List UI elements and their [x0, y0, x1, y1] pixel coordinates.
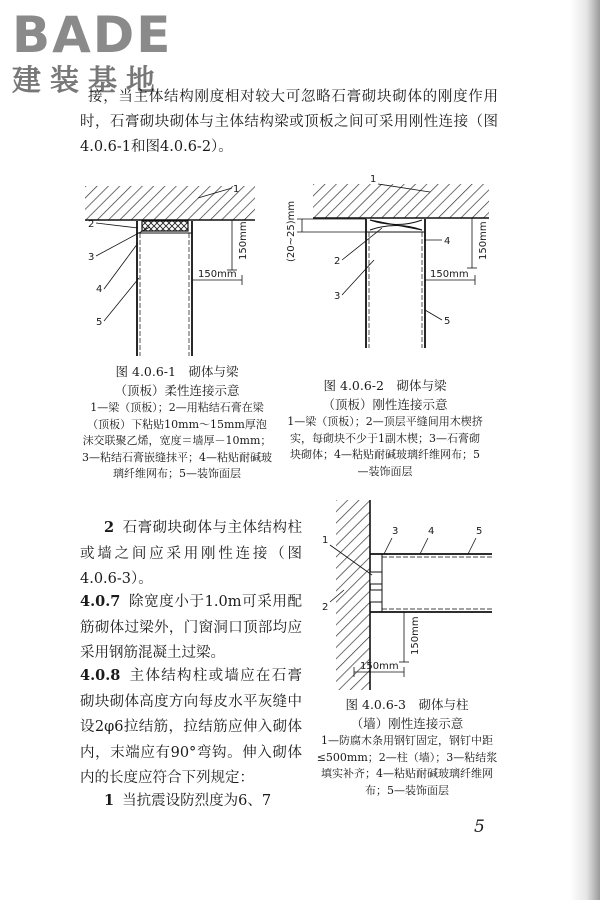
- label-2: 2: [88, 219, 95, 230]
- label-2: 2: [334, 256, 341, 267]
- wood-strips: [370, 572, 382, 602]
- dim-horizontal-150: 150mm: [360, 661, 399, 672]
- label-3: 3: [88, 252, 95, 263]
- dim-gap: (20~25)mm: [286, 200, 297, 262]
- item-1-text: 当抗震设防烈度为6、7: [122, 793, 272, 809]
- figure-4-0-6-2: [282, 170, 502, 360]
- dim-vertical-150: 150mm: [238, 221, 249, 260]
- label-4: 4: [444, 236, 451, 247]
- section-4-0-8-text: 主体结构柱或墙应在石膏砌块砌体高度方向每皮水平灰缝中设2φ6拉结筋，拉结筋应伸入砌体内，末端应有90°弯钩。伸入砌体内的长度应符合下列规定：: [80, 668, 302, 786]
- section-4-0-7-paragraph: [80, 589, 302, 667]
- masonry-wall: [137, 221, 192, 356]
- page-number: 5: [474, 817, 485, 837]
- section-4-0-8-number: 4.0.8: [80, 667, 121, 684]
- label-3: 3: [334, 291, 341, 302]
- figure-2-caption: [285, 376, 485, 480]
- label-1: 1: [322, 535, 329, 546]
- figure-3-caption-subtitle: （墙）刚性连接示意: [350, 716, 464, 731]
- watermark-logo: [12, 6, 173, 97]
- section-4-0-7-text: 除宽度小于1.0m可采用配筋砌体过梁外，门窗洞口顶部均应采用钢筋混凝土过梁。: [80, 594, 302, 661]
- masonry-wall: [366, 219, 425, 348]
- section-4-0-8-paragraph: [80, 663, 302, 792]
- figure-4-0-6-1: [82, 178, 262, 358]
- label-3: 3: [392, 526, 399, 537]
- label-4: 4: [96, 284, 103, 295]
- figure-1-caption: [82, 362, 272, 483]
- masonry-block: [370, 554, 492, 612]
- figure-3-caption: [312, 695, 502, 799]
- wooden-wedges: [370, 220, 422, 230]
- item-1-paragraph: [80, 788, 302, 815]
- figure-3-caption-title: 图 4.0.6-3 砌体与柱: [345, 697, 469, 712]
- foam-strip: [142, 221, 188, 231]
- section-4-0-7-number: 4.0.7: [80, 593, 121, 610]
- item-2-number: 2: [104, 519, 115, 536]
- figure-2-caption-subtitle: （顶板）刚性连接示意: [322, 397, 448, 412]
- label-2: 2: [322, 602, 329, 613]
- item-2-paragraph: [80, 515, 302, 593]
- beam-slab: [313, 184, 489, 218]
- logo-subtitle: 建装基地: [12, 63, 165, 97]
- label-4: 4: [428, 526, 435, 537]
- figure-2-caption-body: 1—梁（顶板）；2—顶层平缝间用木楔挤实，每砌块不少于1副木楔；3—石膏砌块砌体；4—粘贴耐碱玻璃纤维网布；5—装饰面层: [287, 415, 483, 478]
- label-5: 5: [444, 316, 451, 327]
- item-2-text: 石膏砌块砌体与主体结构柱或墙之间应采用刚性连接（图4.0.6-3）。: [80, 520, 302, 587]
- label-5: 5: [476, 526, 483, 537]
- figure-1-caption-subtitle: （顶板）柔性连接示意: [114, 383, 240, 398]
- beam-slab: [85, 186, 255, 220]
- dim-vertical-150: 150mm: [478, 221, 489, 260]
- figure-3-caption-body: 1—防腐木条用钢钉固定，钢钉中距≤500mm；2—柱（墙）；3—粘结浆填实补齐；4—粘贴耐碱玻璃纤维网布；5—装饰面层: [316, 734, 498, 797]
- item-1-number: 1: [104, 792, 115, 809]
- label-1: 1: [370, 174, 377, 185]
- intro-paragraph: 接，当主体结构刚度相对较大可忽略石膏砌块砌体的刚度作用时，石膏砌块砌体与主体结构梁或顶板之间可采用刚性连接（图4.0.6-1和图4.0.6-2）。: [80, 89, 498, 155]
- figure-1-caption-body: 1—梁（顶板）；2—用粘结石膏在梁（顶板）下粘贴10mm～15mm厚泡沫交联聚乙烯，宽度＝墙厚－10mm；3—粘结石膏嵌缝抹平；4—粘贴耐碱玻璃纤维网布；5—装饰面层: [82, 401, 272, 480]
- page-edge-shadow: [570, 0, 600, 900]
- figure-4-0-6-3: [302, 500, 497, 690]
- figure-2-caption-title: 图 4.0.6-2 砌体与梁: [323, 378, 447, 393]
- dim-vertical-150: 150mm: [410, 616, 421, 655]
- dim-horizontal-150: 150mm: [198, 269, 237, 280]
- label-5: 5: [96, 317, 103, 328]
- figure-1-caption-title: 图 4.0.6-1 砌体与梁: [115, 364, 239, 379]
- label-1: 1: [233, 184, 240, 195]
- dim-horizontal-150: 150mm: [430, 269, 469, 280]
- logo-wordmark: BADE: [12, 6, 173, 64]
